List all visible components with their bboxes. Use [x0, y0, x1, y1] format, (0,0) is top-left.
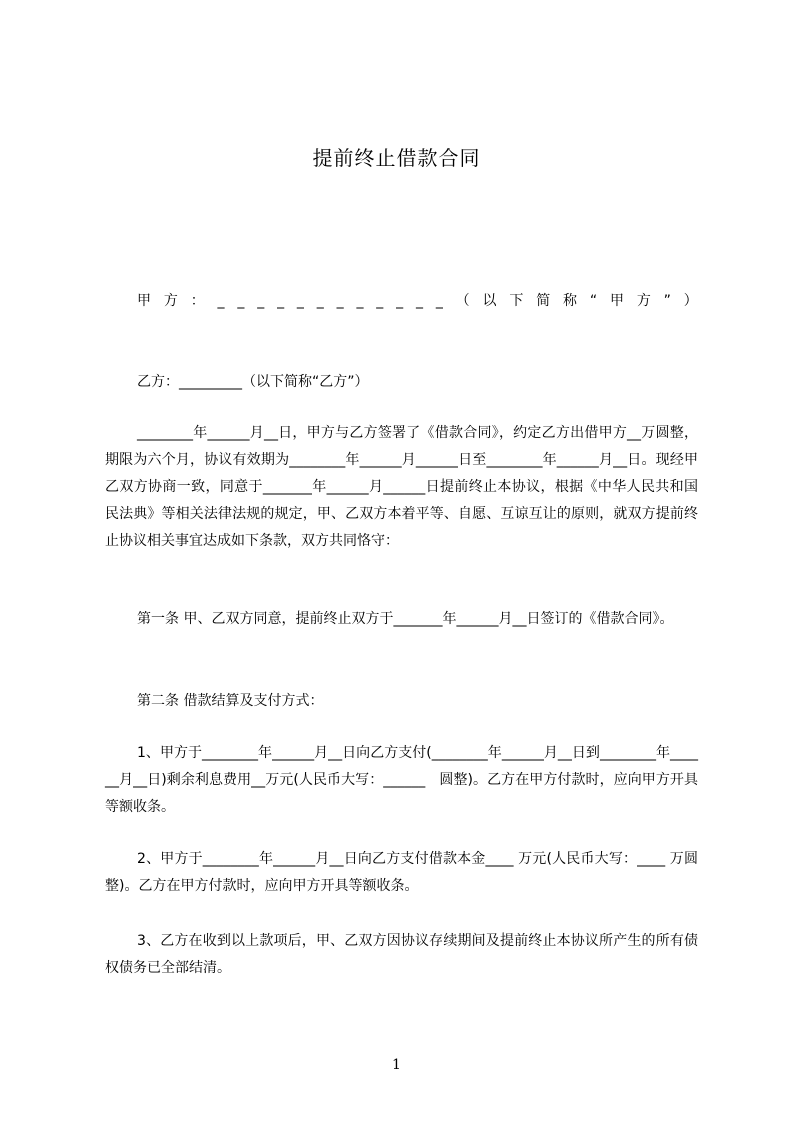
article-2-heading: 第二条 借款结算及支付方式：: [137, 693, 324, 709]
party-a-char: ）: [683, 293, 698, 309]
clause-1: 1、甲方于________年______月__日向乙方支付(________年______月__日到________年______月__日)剩余利息费用__万元(人民币大写：______ 圆整)。乙方在甲方付款时，应向甲方开具等额收条。: [105, 745, 698, 815]
party-a-blank: _: [217, 293, 225, 309]
party-a-char: ”: [663, 293, 671, 309]
party-a-char: 甲: [137, 293, 151, 309]
party-a-blank: _: [336, 293, 344, 309]
party-a-char: 方: [163, 293, 178, 309]
party-b-line: 乙方：_________（以下简称“乙方”）: [137, 374, 369, 390]
party-a-blank: _: [296, 293, 304, 309]
party-a-char: 下: [509, 293, 524, 309]
page-number: 1: [392, 1057, 401, 1073]
party-a-line: [137, 290, 698, 312]
party-a-blank: _: [257, 293, 265, 309]
party-a-char: ：: [190, 293, 205, 309]
party-a-blank: _: [435, 293, 443, 309]
party-a-char: （: [455, 293, 470, 309]
party-a-char: 方: [636, 293, 651, 309]
party-a-blank: _: [415, 293, 423, 309]
party-a-blank: _: [277, 293, 285, 309]
article-1: 第一条 甲、乙双方同意，提前终止双方于_______年______月__日签订的《借款合同》。: [137, 611, 674, 627]
party-a-blank: _: [376, 293, 384, 309]
party-a-blank: _: [316, 293, 324, 309]
party-a-char: 简: [536, 293, 551, 309]
party-a-char: 以: [482, 293, 497, 309]
document-title: 提前终止借款合同: [312, 146, 481, 170]
intro-paragraph: ________年______月__日，甲方与乙方签署了《借款合同》，约定乙方出借甲方__万圆整，期限为六个月，协议有效期为________年______月______日至________年______月__日。现经甲乙双方协商一致，同意于_______年______月______日提前终止本协议，根据《中华人民共和国民法典》等相关法律法规的规定，甲、乙双方本着平等、自愿、互谅互让的原则，就双方提前终止协议相关事宜达成如下条款，双方共同恪守：: [105, 425, 698, 549]
party-a-char: 称: [563, 293, 578, 309]
party-a-blank: _: [237, 293, 245, 309]
party-a-blank: _: [356, 293, 364, 309]
party-a-char: “: [589, 293, 598, 309]
party-a-char: 甲: [609, 293, 624, 309]
party-a-blank: _: [396, 293, 404, 309]
clause-2: 2、甲方于________年______月__日向乙方支付借款本金____ 万元(人民币大写：____ 万圆整)。乙方在甲方付款时，应向甲方开具等额收条。: [105, 851, 698, 894]
clause-3: 3、乙方在收到以上款项后，甲、乙双方因协议存续期间及提前终止本协议所产生的所有债权债务已全部结清。: [105, 933, 698, 976]
